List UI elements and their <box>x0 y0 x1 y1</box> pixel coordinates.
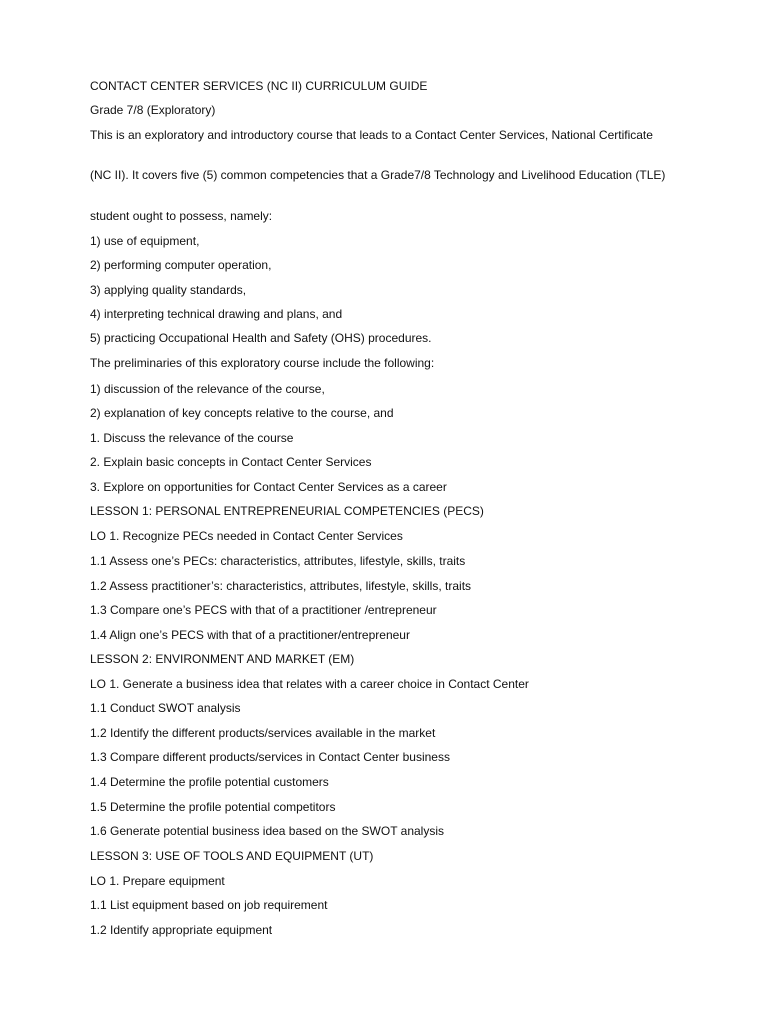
text-line-item: 1.1 List equipment based on job requirement <box>90 898 328 912</box>
lesson-heading: LESSON 3: USE OF TOOLS AND EQUIPMENT (UT) <box>90 849 374 863</box>
text-line-item: 1.2 Assess practitioner’s: characteristics, attributes, lifestyle, skills, traits <box>90 579 472 593</box>
text-line-item: 2) performing computer operation, <box>90 258 272 272</box>
text-line-item: 1.5 Determine the profile potential competitors <box>90 800 336 814</box>
learning-outcome: LO 1. Recognize PECs needed in Contact Center Services <box>90 529 403 543</box>
text-line-item: 1.2 Identify the different products/services available in the market <box>90 726 436 740</box>
learning-outcome: LO 1. Generate a business idea that relates with a career choice in Contact Center <box>90 677 529 691</box>
text-line-item: 1.1 Assess one’s PECs: characteristics, attributes, lifestyle, skills, traits <box>90 554 466 568</box>
text-line-item: 1.6 Generate potential business idea based on the SWOT analysis <box>90 824 444 838</box>
text-line-item: 3) applying quality standards, <box>90 283 247 297</box>
text-line-intro: This is an exploratory and introductory course that leads to a Contact Center Services, National Certificate <box>90 128 653 142</box>
text-line-item: 1.2 Identify appropriate equipment <box>90 923 273 937</box>
text-line-item: 1.3 Compare different products/services in Contact Center business <box>90 750 450 764</box>
learning-outcome: LO 1. Prepare equipment <box>90 874 225 888</box>
text-line-item: 1. Discuss the relevance of the course <box>90 431 294 445</box>
text-line-item: 1.1 Conduct SWOT analysis <box>90 701 241 715</box>
text-line-item: 2) explanation of key concepts relative to the course, and <box>90 406 394 420</box>
text-line-item: 1.3 Compare one’s PECS with that of a practitioner /entrepreneur <box>90 603 437 617</box>
text-line-item: 1.4 Align one’s PECS with that of a practitioner/entrepreneur <box>90 628 410 642</box>
text-line-item: 1) use of equipment, <box>90 234 200 248</box>
text-line-item: 4) interpreting technical drawing and plans, and <box>90 307 343 321</box>
document-title: CONTACT CENTER SERVICES (NC II) CURRICULUM GUIDE <box>90 79 428 93</box>
lesson-heading: LESSON 1: PERSONAL ENTREPRENEURIAL COMPETENCIES (PECS) <box>90 504 484 518</box>
text-line-competencies: (NC II). It covers five (5) common competencies that a Grade7/8 Technology and Livelihood Education (TLE) <box>90 168 666 182</box>
text-line-student: student ought to possess, namely: <box>90 209 273 223</box>
text-line-item: 1.4 Determine the profile potential customers <box>90 775 329 789</box>
text-line-item: 2. Explain basic concepts in Contact Center Services <box>90 455 372 469</box>
text-line-preliminaries: The preliminaries of this exploratory course include the following: <box>90 356 435 370</box>
lesson-heading: LESSON 2: ENVIRONMENT AND MARKET (EM) <box>90 652 355 666</box>
text-line-item: 5) practicing Occupational Health and Safety (OHS) procedures. <box>90 331 432 345</box>
text-line-item: 3. Explore on opportunities for Contact Center Services as a career <box>90 480 447 494</box>
text-line-item: 1) discussion of the relevance of the course, <box>90 382 325 396</box>
text-line-grade: Grade 7/8 (Exploratory) <box>90 103 216 117</box>
